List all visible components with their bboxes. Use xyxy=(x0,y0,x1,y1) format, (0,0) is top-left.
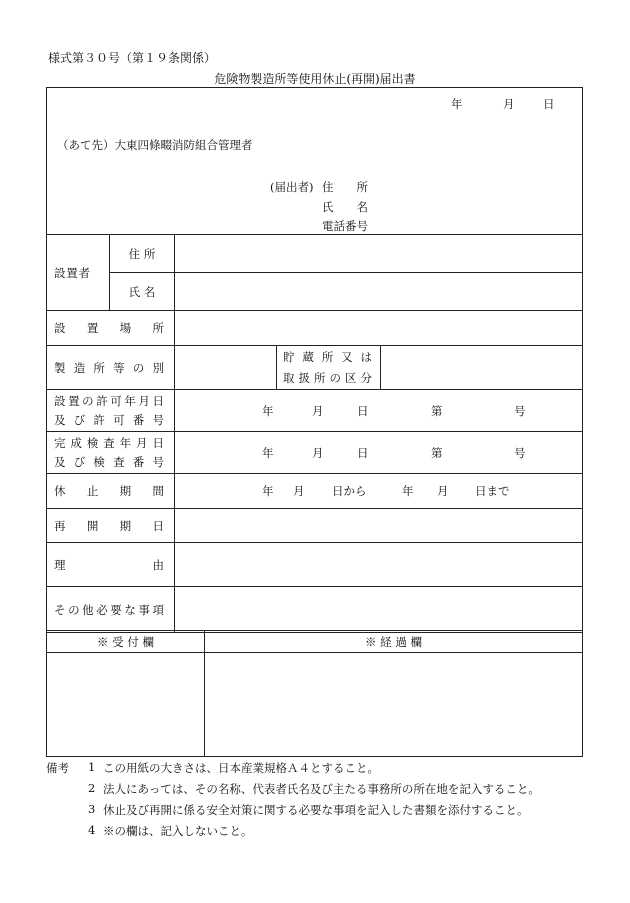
label-char: 検 xyxy=(93,455,105,469)
receipt-column-header: ※ 受 付 欄 xyxy=(47,631,205,653)
label-char: 許 xyxy=(93,413,105,427)
permit-label xyxy=(47,390,175,432)
year-label: 年 xyxy=(451,97,463,111)
office-use-table xyxy=(46,630,583,757)
label-char: 事 xyxy=(138,602,150,617)
label-char: 間 xyxy=(152,484,164,498)
other-matters-field[interactable] xyxy=(175,587,583,633)
label-char: 理 xyxy=(54,557,66,572)
label-char: 番 xyxy=(132,455,145,469)
storage-class-field[interactable] xyxy=(381,346,583,390)
other-matters-label xyxy=(47,587,175,633)
progress-column-header: ※ 経 過 欄 xyxy=(205,631,583,653)
facility-type-label xyxy=(47,346,175,390)
label-char: 期 xyxy=(119,518,132,533)
application-form-table xyxy=(46,87,583,633)
label-char: 日 xyxy=(152,394,164,408)
note-number: 3 xyxy=(88,802,96,816)
label-char: 置 xyxy=(86,321,99,335)
label-char: 又 xyxy=(341,350,353,364)
label-char: 等 xyxy=(113,360,125,375)
label-char: 再 xyxy=(54,518,66,533)
to-month-label: 月 xyxy=(437,484,449,498)
note-number: 1 xyxy=(88,760,96,774)
label-char: 所 xyxy=(93,360,105,375)
label-char: 要 xyxy=(110,602,122,617)
label-char: 置 xyxy=(68,394,80,408)
applicant-label: (届出者) xyxy=(270,180,314,194)
inspection-number-suffix: 号 xyxy=(514,445,526,460)
storage-class-label xyxy=(277,346,381,390)
header-block xyxy=(47,88,583,235)
inspection-year-label: 年 xyxy=(262,445,274,460)
installer-label xyxy=(47,235,110,311)
label-char: の xyxy=(329,371,341,385)
permit-year-label: 年 xyxy=(262,403,274,418)
note-number: 4 xyxy=(88,823,96,837)
reason-label xyxy=(47,543,175,587)
location-field[interactable] xyxy=(175,311,583,346)
label-char: 蔵 xyxy=(302,350,314,364)
permit-date-number-field[interactable] xyxy=(175,390,583,432)
label-char: 検 xyxy=(86,436,99,450)
label-char: 他 xyxy=(82,602,94,617)
label-char: び xyxy=(73,413,86,427)
day-label: 日 xyxy=(543,97,555,111)
label-char: 日 xyxy=(152,436,164,450)
label-char: 置 xyxy=(66,265,78,280)
resume-date-field[interactable] xyxy=(175,509,583,543)
note-text: 休止及び再開に係る安全対策に関する必要な事項を記入した書類を添付すること。 xyxy=(103,803,529,817)
label-char: の xyxy=(82,394,94,408)
label-char: 期 xyxy=(119,484,132,498)
inspection-month-label: 月 xyxy=(312,445,324,460)
label-char: 別 xyxy=(152,360,164,375)
label-char: 年 xyxy=(124,394,136,408)
from-year-label: 年 xyxy=(262,484,274,498)
label-char: の xyxy=(132,360,145,375)
label-char: 者 xyxy=(78,265,90,280)
note-text: この用紙の大きさは、日本産業規格Ａ４とすること。 xyxy=(103,761,379,775)
label-char: 貯 xyxy=(283,350,295,364)
progress-field xyxy=(205,653,583,757)
suspension-period-field[interactable] xyxy=(175,474,583,509)
label-char: 所 xyxy=(321,350,334,364)
installer-address-field[interactable] xyxy=(175,235,583,273)
label-char: 可 xyxy=(113,413,125,427)
label-char: 止 xyxy=(86,484,99,498)
label-char: の xyxy=(68,602,80,617)
label-char: 完 xyxy=(54,436,66,450)
label-char: 開 xyxy=(86,518,99,533)
note-text: ※の欄は、記入しないこと。 xyxy=(103,824,253,838)
label-char: 扱 xyxy=(298,371,310,385)
note-number: 2 xyxy=(88,781,96,795)
form-title: 危険物製造所等使用休止(再開)届出書 xyxy=(214,72,416,86)
label-char: 成 xyxy=(70,436,82,450)
label-char: 設 xyxy=(54,265,66,280)
label-char: 由 xyxy=(152,557,164,572)
label-char: 許 xyxy=(96,394,108,408)
label-char: 設 xyxy=(54,321,66,335)
to-day-label: 日まで xyxy=(475,484,510,498)
label-char: 造 xyxy=(73,360,86,375)
label-char: 及 xyxy=(54,413,66,427)
inspection-date-number-field[interactable] xyxy=(175,432,583,474)
addressee: （あて先）大東四條畷消防組合管理者 xyxy=(57,138,253,152)
notes-header: 備考 xyxy=(46,761,69,775)
inspection-no-label: 第 xyxy=(431,445,443,460)
label-char: 区 xyxy=(345,371,357,385)
from-day-label: 日から xyxy=(332,484,367,498)
label-char: 製 xyxy=(54,360,66,375)
inspection-day-label: 日 xyxy=(357,445,369,460)
permit-day-label: 日 xyxy=(357,403,369,418)
facility-type-field[interactable] xyxy=(175,346,277,390)
label-char: 可 xyxy=(110,394,122,408)
permit-number-suffix: 号 xyxy=(514,403,526,418)
applicant-name-label: 氏 名 xyxy=(322,200,368,214)
label-char: 分 xyxy=(360,371,372,385)
applicant-phone-label: 電話番号 xyxy=(322,219,368,233)
label-char: 取 xyxy=(283,371,295,385)
installer-name-label: 氏 名 xyxy=(110,273,175,311)
installer-address-label: 住 所 xyxy=(110,235,175,273)
label-char: 号 xyxy=(152,413,164,427)
label-char: 号 xyxy=(152,455,164,469)
label-char: 項 xyxy=(152,602,164,617)
label-char: 月 xyxy=(138,394,150,408)
reason-field[interactable] xyxy=(175,543,583,587)
month-label: 月 xyxy=(503,97,515,111)
label-char: 必 xyxy=(96,602,108,617)
receipt-field xyxy=(47,653,205,757)
label-char: 番 xyxy=(132,413,145,427)
label-char: び xyxy=(73,455,86,469)
label-char: そ xyxy=(54,602,66,617)
label-char: 休 xyxy=(54,484,66,498)
permit-month-label: 月 xyxy=(312,403,324,418)
label-char: 場 xyxy=(119,321,132,335)
note-text: 法人にあっては、その名称、代表者氏名及び主たる事務所の所在地を記入すること。 xyxy=(103,782,540,796)
label-char: 日 xyxy=(152,518,164,533)
suspension-period-label xyxy=(47,474,175,509)
label-char: 査 xyxy=(113,455,125,469)
label-char: な xyxy=(124,602,136,617)
form-number: 様式第３０号（第１９条関係） xyxy=(48,51,217,65)
label-char: 月 xyxy=(136,436,148,450)
label-char: 査 xyxy=(103,436,115,450)
label-char: 設 xyxy=(54,394,66,408)
from-month-label: 月 xyxy=(293,484,305,498)
label-char: 及 xyxy=(54,455,66,469)
label-char: 所 xyxy=(314,371,326,385)
label-char: は xyxy=(360,350,372,364)
label-char: 所 xyxy=(152,321,164,335)
permit-no-label: 第 xyxy=(431,403,443,418)
to-year-label: 年 xyxy=(402,484,414,498)
installer-name-field[interactable] xyxy=(175,273,583,311)
inspection-label xyxy=(47,432,175,474)
resume-date-label xyxy=(47,509,175,543)
label-char: 年 xyxy=(119,436,132,450)
location-label xyxy=(47,311,175,346)
applicant-address-label: 住 所 xyxy=(322,180,368,194)
